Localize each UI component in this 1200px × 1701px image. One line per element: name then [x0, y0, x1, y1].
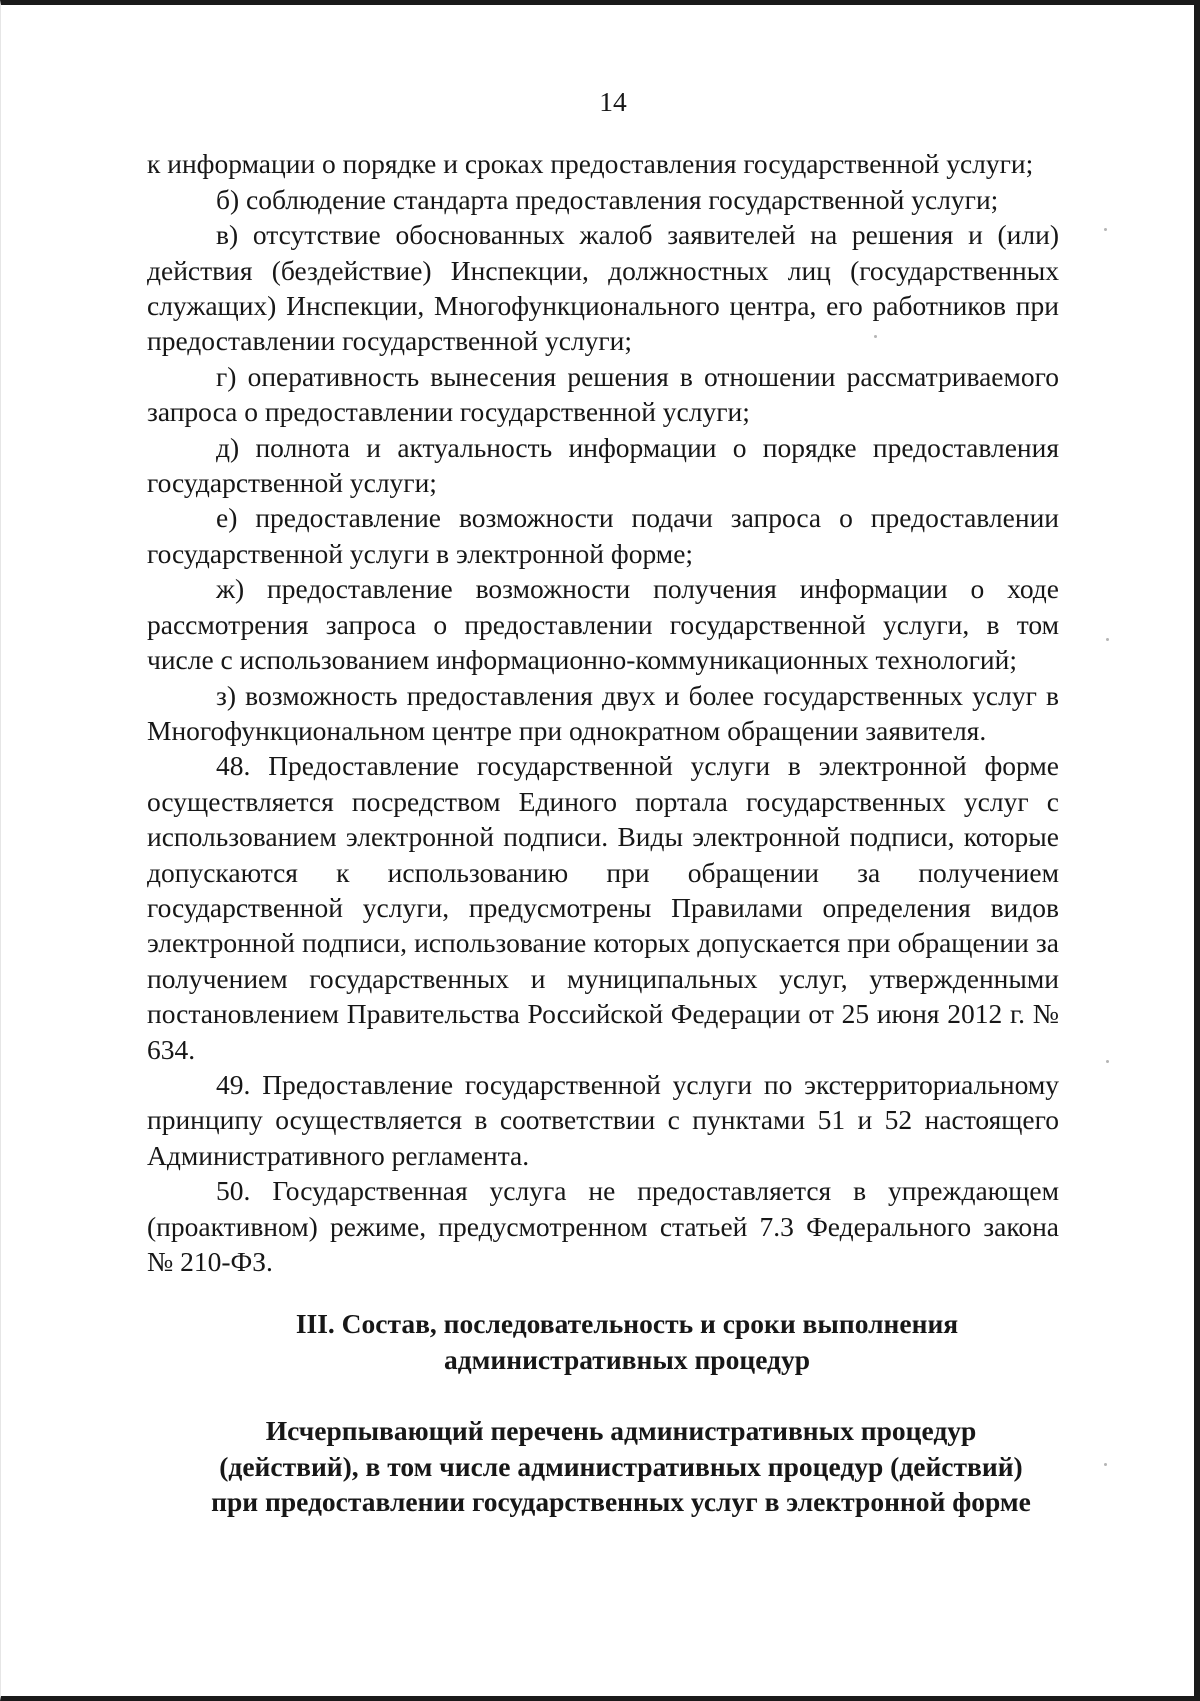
paragraph-continuation: к информации о порядке и сроках предоставления государственной услуги;: [147, 148, 1034, 180]
scan-speck: [874, 335, 877, 338]
subheading-line-1: Исчерпывающий перечень административных процедур: [265, 1415, 977, 1447]
paragraph-item-d: д) полнота и актуальность информации о порядке предоставления государственной услуги;: [147, 431, 1059, 499]
document-page: [147, 84, 1059, 1519]
subheading-line-2: (действий), в том числе административных процедур (действий): [219, 1450, 1023, 1482]
subheading: [147, 1413, 1059, 1519]
paragraph-48: 48. Предоставление государственной услуги в электронной форме осуществляется посредством Единого портала государственных услуг с использованием электронной подписи. Виды электронной подписи, которые допускаются к использованию при обращении за получением государственной услуги, предусмотрены Правилами определения видов электронной подписи, использование которых допускается при обращении за получением государственных и муниципальных услуг, утвержденными постановлением Правительства Российской Федерации от 25 июня 2012 г. № 634.: [147, 750, 1059, 1065]
paragraph-item-g: г) оперативность вынесения решения в отношении рассматриваемого запроса о предоставлении государственной услуги;: [147, 360, 1059, 428]
scan-speck: [1104, 228, 1107, 231]
paragraph-item-v: в) отсутствие обоснованных жалоб заявителей на решения и (или) действия (бездействие) Инспекции, должностных лиц (государственных служащих) Инспекции, Многофункционального центра, его работников при предоставлении государственной услуги;: [147, 219, 1059, 357]
scan-speck: [1104, 1463, 1107, 1466]
paragraph-item-zh: ж) предоставление возможности получения информации о ходе рассмотрения запроса о предоставлении государственной услуги, в том числе с использованием информационно-коммуникационных технологий;: [147, 573, 1059, 676]
paragraph-item-e: е) предоставление возможности подачи запроса о предоставлении государственной услуги в электронной форме;: [147, 502, 1059, 569]
scan-speck: [1106, 1060, 1109, 1063]
page-number: 14: [599, 86, 627, 117]
scan-speck: [1106, 638, 1109, 641]
section-heading-line-2: административных процедур: [444, 1343, 810, 1375]
paragraph-50: 50. Государственная услуга не предоставляется в упреждающем (проактивном) режиме, предусмотренном статьей 7.3 Федерального закона № 210-ФЗ.: [147, 1175, 1059, 1277]
paragraph-item-z: з) возможность предоставления двух и более государственных услуг в Многофункциональном центре при однократном обращении заявителя.: [147, 679, 1059, 746]
section-heading-line-1: III. Состав, последовательность и сроки выполнения: [295, 1308, 959, 1340]
section-heading: [147, 1306, 1059, 1377]
paragraph-49: 49. Предоставление государственной услуги по экстерриториальному принципу осуществляется в соответствии с пунктами 51 и 52 настоящего Административного регламента.: [147, 1068, 1059, 1171]
paragraph-item-b: б) соблюдение стандарта предоставления государственной услуги;: [216, 183, 999, 215]
subheading-line-3: при предоставлении государственных услуг в электронной форме: [211, 1486, 1031, 1518]
